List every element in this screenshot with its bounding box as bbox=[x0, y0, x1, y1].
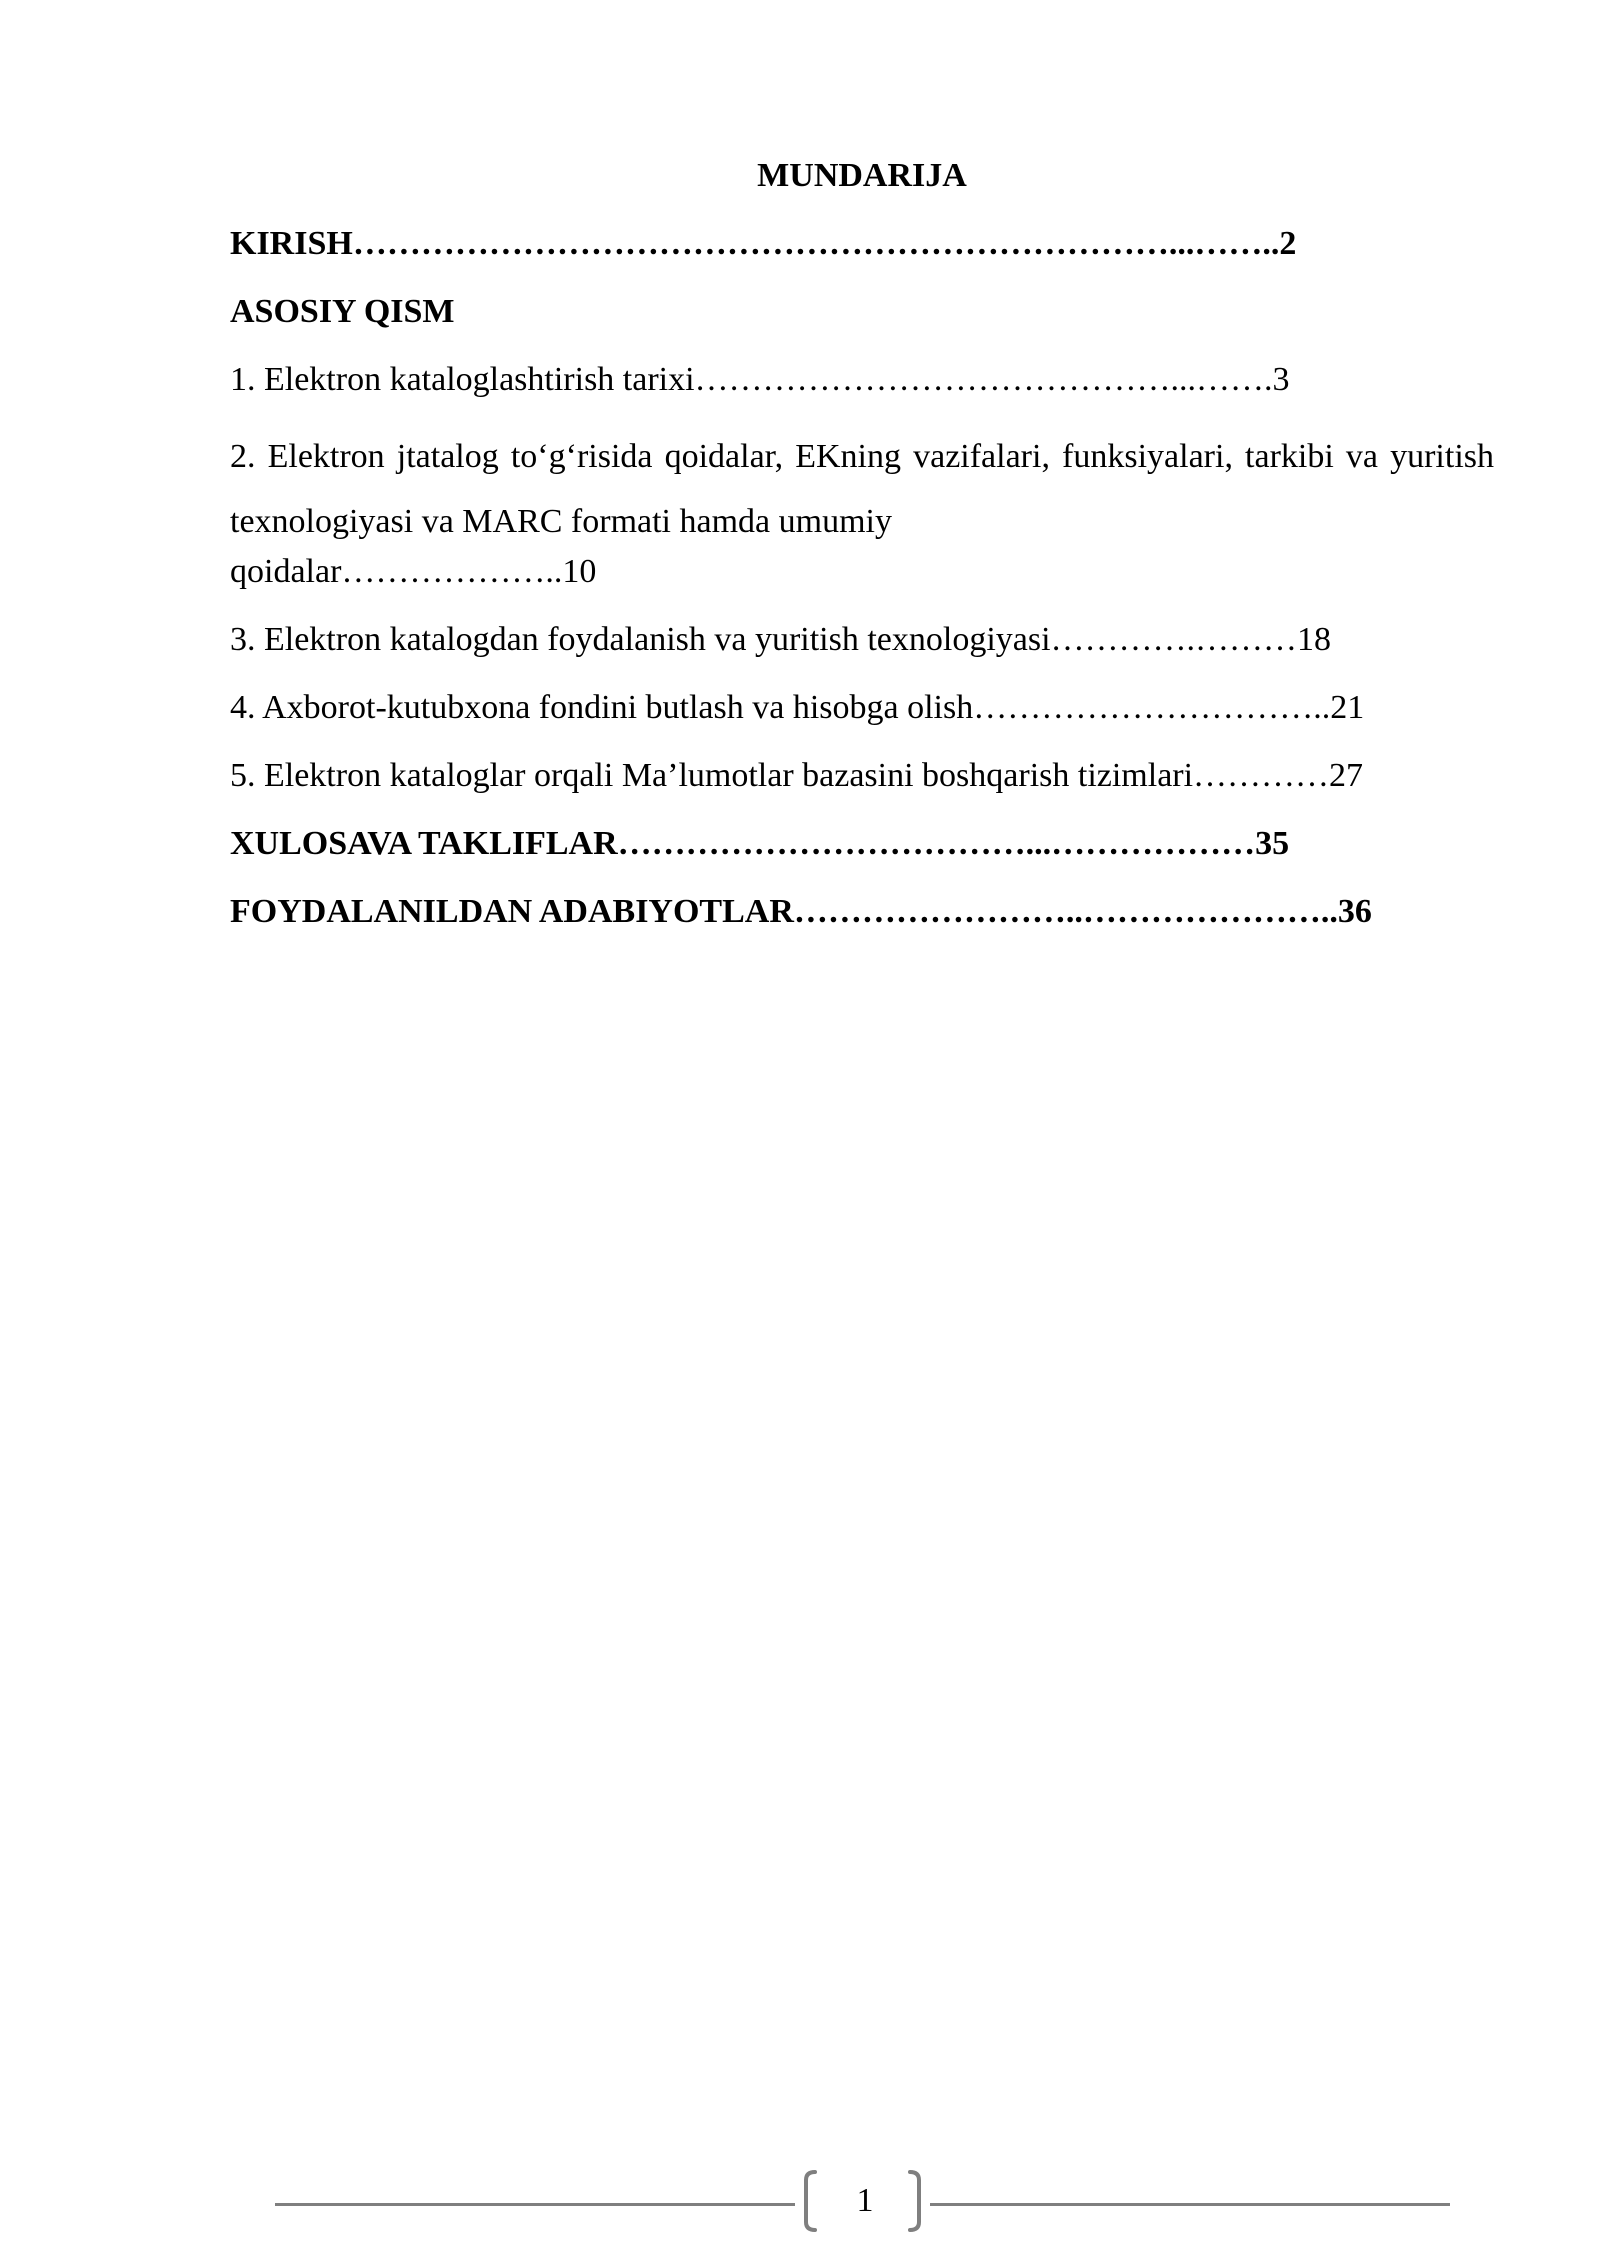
toc-entry-1: 1. Elektron kataloglashtirish tarixi……………………………………...…….3 bbox=[230, 361, 1290, 398]
page-number: 1 bbox=[856, 2182, 874, 2219]
footer-rule-right bbox=[930, 2203, 1450, 2206]
toc-entry-asosiy-qism: ASOSIY QISM bbox=[230, 293, 455, 330]
toc-entry-3: 3. Elektron katalogdan foydalanish va yuritish texnologiyasi………….………18 bbox=[230, 621, 1332, 658]
toc-entry-2-continuation: qoidalar………………..10 bbox=[230, 553, 597, 590]
toc-entry-4: 4. Axborot-kutubxona fondini butlash va hisobga olish…………………………..21 bbox=[230, 689, 1365, 726]
toc-entry-kirish: KIRISH………………………………………………………………...……..2 bbox=[230, 225, 1297, 262]
right-bracket-icon bbox=[906, 2170, 924, 2232]
toc-entry-2: 2. Elektron jtatalog to‘g‘risida qoidalar, EKning vazifalari, funksiyalari, tarkibi va yuritish texnologiyasi va MARC formati hamda umumiy bbox=[230, 438, 1494, 540]
page-footer bbox=[275, 2170, 1450, 2236]
left-bracket-icon bbox=[801, 2170, 819, 2232]
toc-title: MUNDARIJA bbox=[757, 157, 967, 194]
toc-entry-5: 5. Elektron kataloglar orqali Ma’lumotlar bazasini boshqarish tizimlari…………27 bbox=[230, 757, 1364, 794]
table-of-contents bbox=[230, 150, 1494, 956]
toc-entry-adabiyotlar: FOYDALANILDAN ADABIYOTLAR……………………..…………………..36 bbox=[230, 893, 1372, 930]
toc-entry-xulosa: XULOSAVA TAKLIFLAR………………………………...………………35 bbox=[230, 825, 1290, 862]
footer-rule-left bbox=[275, 2203, 795, 2206]
